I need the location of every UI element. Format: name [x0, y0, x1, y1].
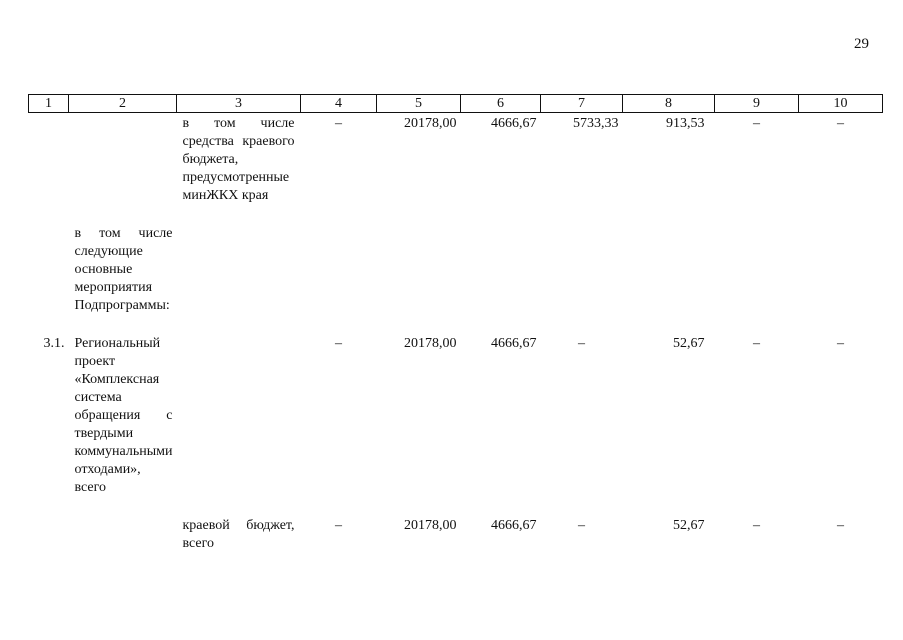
table-row [29, 113, 883, 206]
table-row [29, 225, 883, 315]
value-cell-col6: 4666,67 [491, 518, 537, 533]
table-row [29, 335, 883, 497]
column-header: 3 [177, 95, 301, 113]
value-cell-col10: – [837, 518, 844, 533]
measure-name-cell: в том числе следующие основные мероприятия Подпрограммы: [74, 226, 173, 313]
funding-source-cell [177, 335, 301, 497]
value-cell-col5: 20178,00 [404, 336, 457, 351]
page-number: 29 [854, 36, 869, 52]
measure-name-cell [69, 517, 177, 553]
value-cell-col10: – [837, 336, 844, 351]
value-cell-col4: – [335, 116, 342, 131]
value-cell-col10 [799, 225, 883, 315]
column-header: 8 [623, 95, 715, 113]
row-spacer [29, 315, 883, 335]
table-header-row [29, 95, 883, 113]
row-spacer [29, 497, 883, 517]
column-header: 10 [799, 95, 883, 113]
measure-name-cell [69, 113, 177, 206]
value-cell-col7 [541, 225, 623, 315]
value-cell-col7: 5733,33 [573, 116, 619, 131]
value-cell-col8: 52,67 [673, 336, 705, 351]
value-cell-col8: 913,53 [666, 116, 705, 131]
value-cell-col5: 20178,00 [404, 116, 457, 131]
value-cell-col6: 4666,67 [491, 116, 537, 131]
row-number-cell [29, 225, 69, 315]
column-header: 4 [301, 95, 377, 113]
value-cell-col4: – [335, 518, 342, 533]
table-row [29, 517, 883, 553]
row-number-cell [29, 517, 69, 553]
row-number-cell: 3.1. [43, 336, 65, 351]
value-cell-col6: 4666,67 [491, 336, 537, 351]
value-cell-col5: 20178,00 [404, 518, 457, 533]
column-header: 5 [377, 95, 461, 113]
value-cell-col8: 52,67 [673, 518, 705, 533]
funding-source-cell [177, 225, 301, 315]
column-header: 6 [461, 95, 541, 113]
funding-source-cell: краевой бюджет, всего [182, 518, 295, 551]
value-cell-col9 [715, 225, 799, 315]
value-cell-col4: – [335, 336, 342, 351]
value-cell-col9: – [753, 336, 760, 351]
row-spacer [29, 205, 883, 225]
value-cell-col10: – [837, 116, 844, 131]
value-cell-col8 [623, 225, 715, 315]
measure-name-cell: Региональный проект «Комплексная система обращения с твердыми коммунальными отходами», всего [74, 336, 173, 495]
value-cell-col6 [461, 225, 541, 315]
value-cell-col5 [377, 225, 461, 315]
value-cell-col7: – [578, 518, 585, 533]
value-cell-col7: – [578, 336, 585, 351]
budget-table [28, 94, 883, 553]
column-header: 2 [69, 95, 177, 113]
column-header: 1 [29, 95, 69, 113]
value-cell-col9: – [753, 116, 760, 131]
funding-source-cell: в том числе средства краевого бюджета, предусмотренные минЖКХ края [182, 116, 295, 203]
column-header: 9 [715, 95, 799, 113]
value-cell-col4 [301, 225, 377, 315]
column-header: 7 [541, 95, 623, 113]
row-number-cell [29, 113, 69, 206]
value-cell-col9: – [753, 518, 760, 533]
